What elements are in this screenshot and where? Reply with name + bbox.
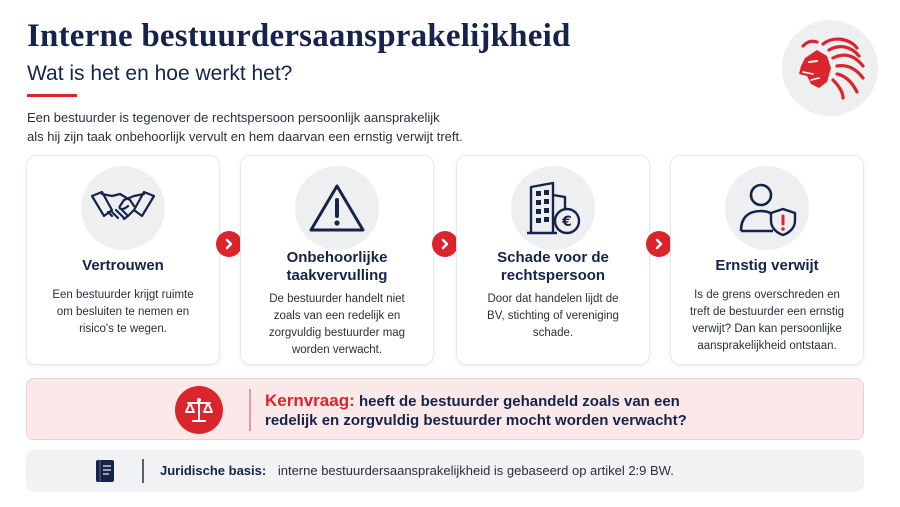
kernvraag-line-2: redelijk en zorgvuldig bestuurder mocht worden verwacht? [265, 412, 687, 429]
card-icon-circle [295, 166, 379, 250]
card-body-line: zoals van een redelijk en [273, 310, 401, 322]
card-title: Vertrouwen [82, 257, 164, 274]
card-body-line: aansprakelijkheid ontstaan. [697, 340, 837, 352]
kernvraag-icon-circle [175, 386, 223, 434]
accent-line [27, 94, 77, 97]
building-euro-icon [523, 179, 583, 237]
step-card-ernstig-verwijt [670, 155, 864, 365]
card-body-line: worden verwacht. [291, 344, 383, 356]
card-title [463, 249, 643, 285]
card-body [251, 291, 423, 359]
card-body-line: Een bestuurder krijgt ruimte [52, 289, 194, 301]
warning-icon [308, 182, 366, 234]
arrow-right-icon [432, 231, 458, 257]
arrow-right-icon [646, 231, 672, 257]
kernvraag-question: heeft de bestuurder gehandeld zoals van een [358, 393, 680, 410]
kernvraag-panel [26, 378, 864, 440]
scales-icon [184, 396, 214, 424]
card-title-line: taakvervulling [286, 267, 388, 284]
page-subtitle: Wat is het en hoe werkt het? [27, 62, 293, 85]
person-shield-icon [737, 179, 797, 237]
card-title: Ernstig verwijt [715, 257, 819, 274]
card-body-line: schade. [532, 327, 574, 339]
handshake-icon [90, 186, 156, 230]
card-body-line: BV, stichting of vereniging [487, 310, 619, 322]
svg-text:€: € [562, 214, 572, 230]
card-icon-circle [511, 166, 595, 250]
logo [782, 20, 878, 116]
basis-description: interne bestuurdersaansprakelijkheid is gebaseerd op artikel 2:9 BW. [277, 463, 674, 478]
step-card-vertrouwen [26, 155, 220, 365]
kernvraag-line-1 [265, 391, 735, 411]
kernvraag-text [265, 391, 735, 430]
card-body [681, 287, 853, 355]
basis-label: Juridische basis: [160, 463, 267, 478]
card-body-line: Is de grens overschreden en [694, 289, 840, 301]
card-body-line: verwijt? Dan kan persoonlijke [692, 323, 842, 335]
card-body-line: om besluiten te nemen en [56, 306, 190, 318]
kernvraag-divider [249, 389, 251, 431]
arrow-right-icon [216, 231, 242, 257]
basis-divider [142, 459, 144, 483]
card-body-line: De bestuurder handelt niet [269, 293, 405, 305]
card-icon-circle [725, 166, 809, 250]
card-icon-circle [81, 166, 165, 250]
step-card-schade [456, 155, 650, 365]
kernvraag-label: Kernvraag: [265, 391, 355, 410]
card-body-line: treft de bestuurder een ernstig [689, 306, 845, 318]
card-title-line: Schade voor de [497, 249, 609, 266]
intro-line-2: als hij zijn taak onbehoorlijk vervult en hem daarvan een ernstig verwijt treft. [27, 129, 463, 144]
page-title: Interne bestuurdersaansprakelijkheid [27, 18, 571, 54]
intro-line-1: Een bestuurder is tegenover de rechtspersoon persoonlijk aansprakelijk [27, 110, 440, 125]
card-body-line: risico's te wegen. [79, 323, 167, 335]
lion-head-icon [793, 34, 867, 102]
card-body [37, 287, 209, 338]
card-title [247, 249, 427, 285]
card-title-line: Onbehoorlijke [286, 249, 388, 266]
card-title-line: rechtspersoon [500, 267, 606, 284]
step-card-onbehoorlijke-taakvervulling [240, 155, 434, 365]
law-book-icon [92, 458, 118, 484]
card-body-line: Door dat handelen lijdt de [487, 293, 619, 305]
intro-text [27, 108, 587, 146]
juridische-basis-panel [26, 450, 864, 492]
card-body-line: zorgvuldig bestuurder mag [268, 327, 406, 339]
basis-text [160, 463, 674, 478]
card-body [467, 291, 639, 342]
